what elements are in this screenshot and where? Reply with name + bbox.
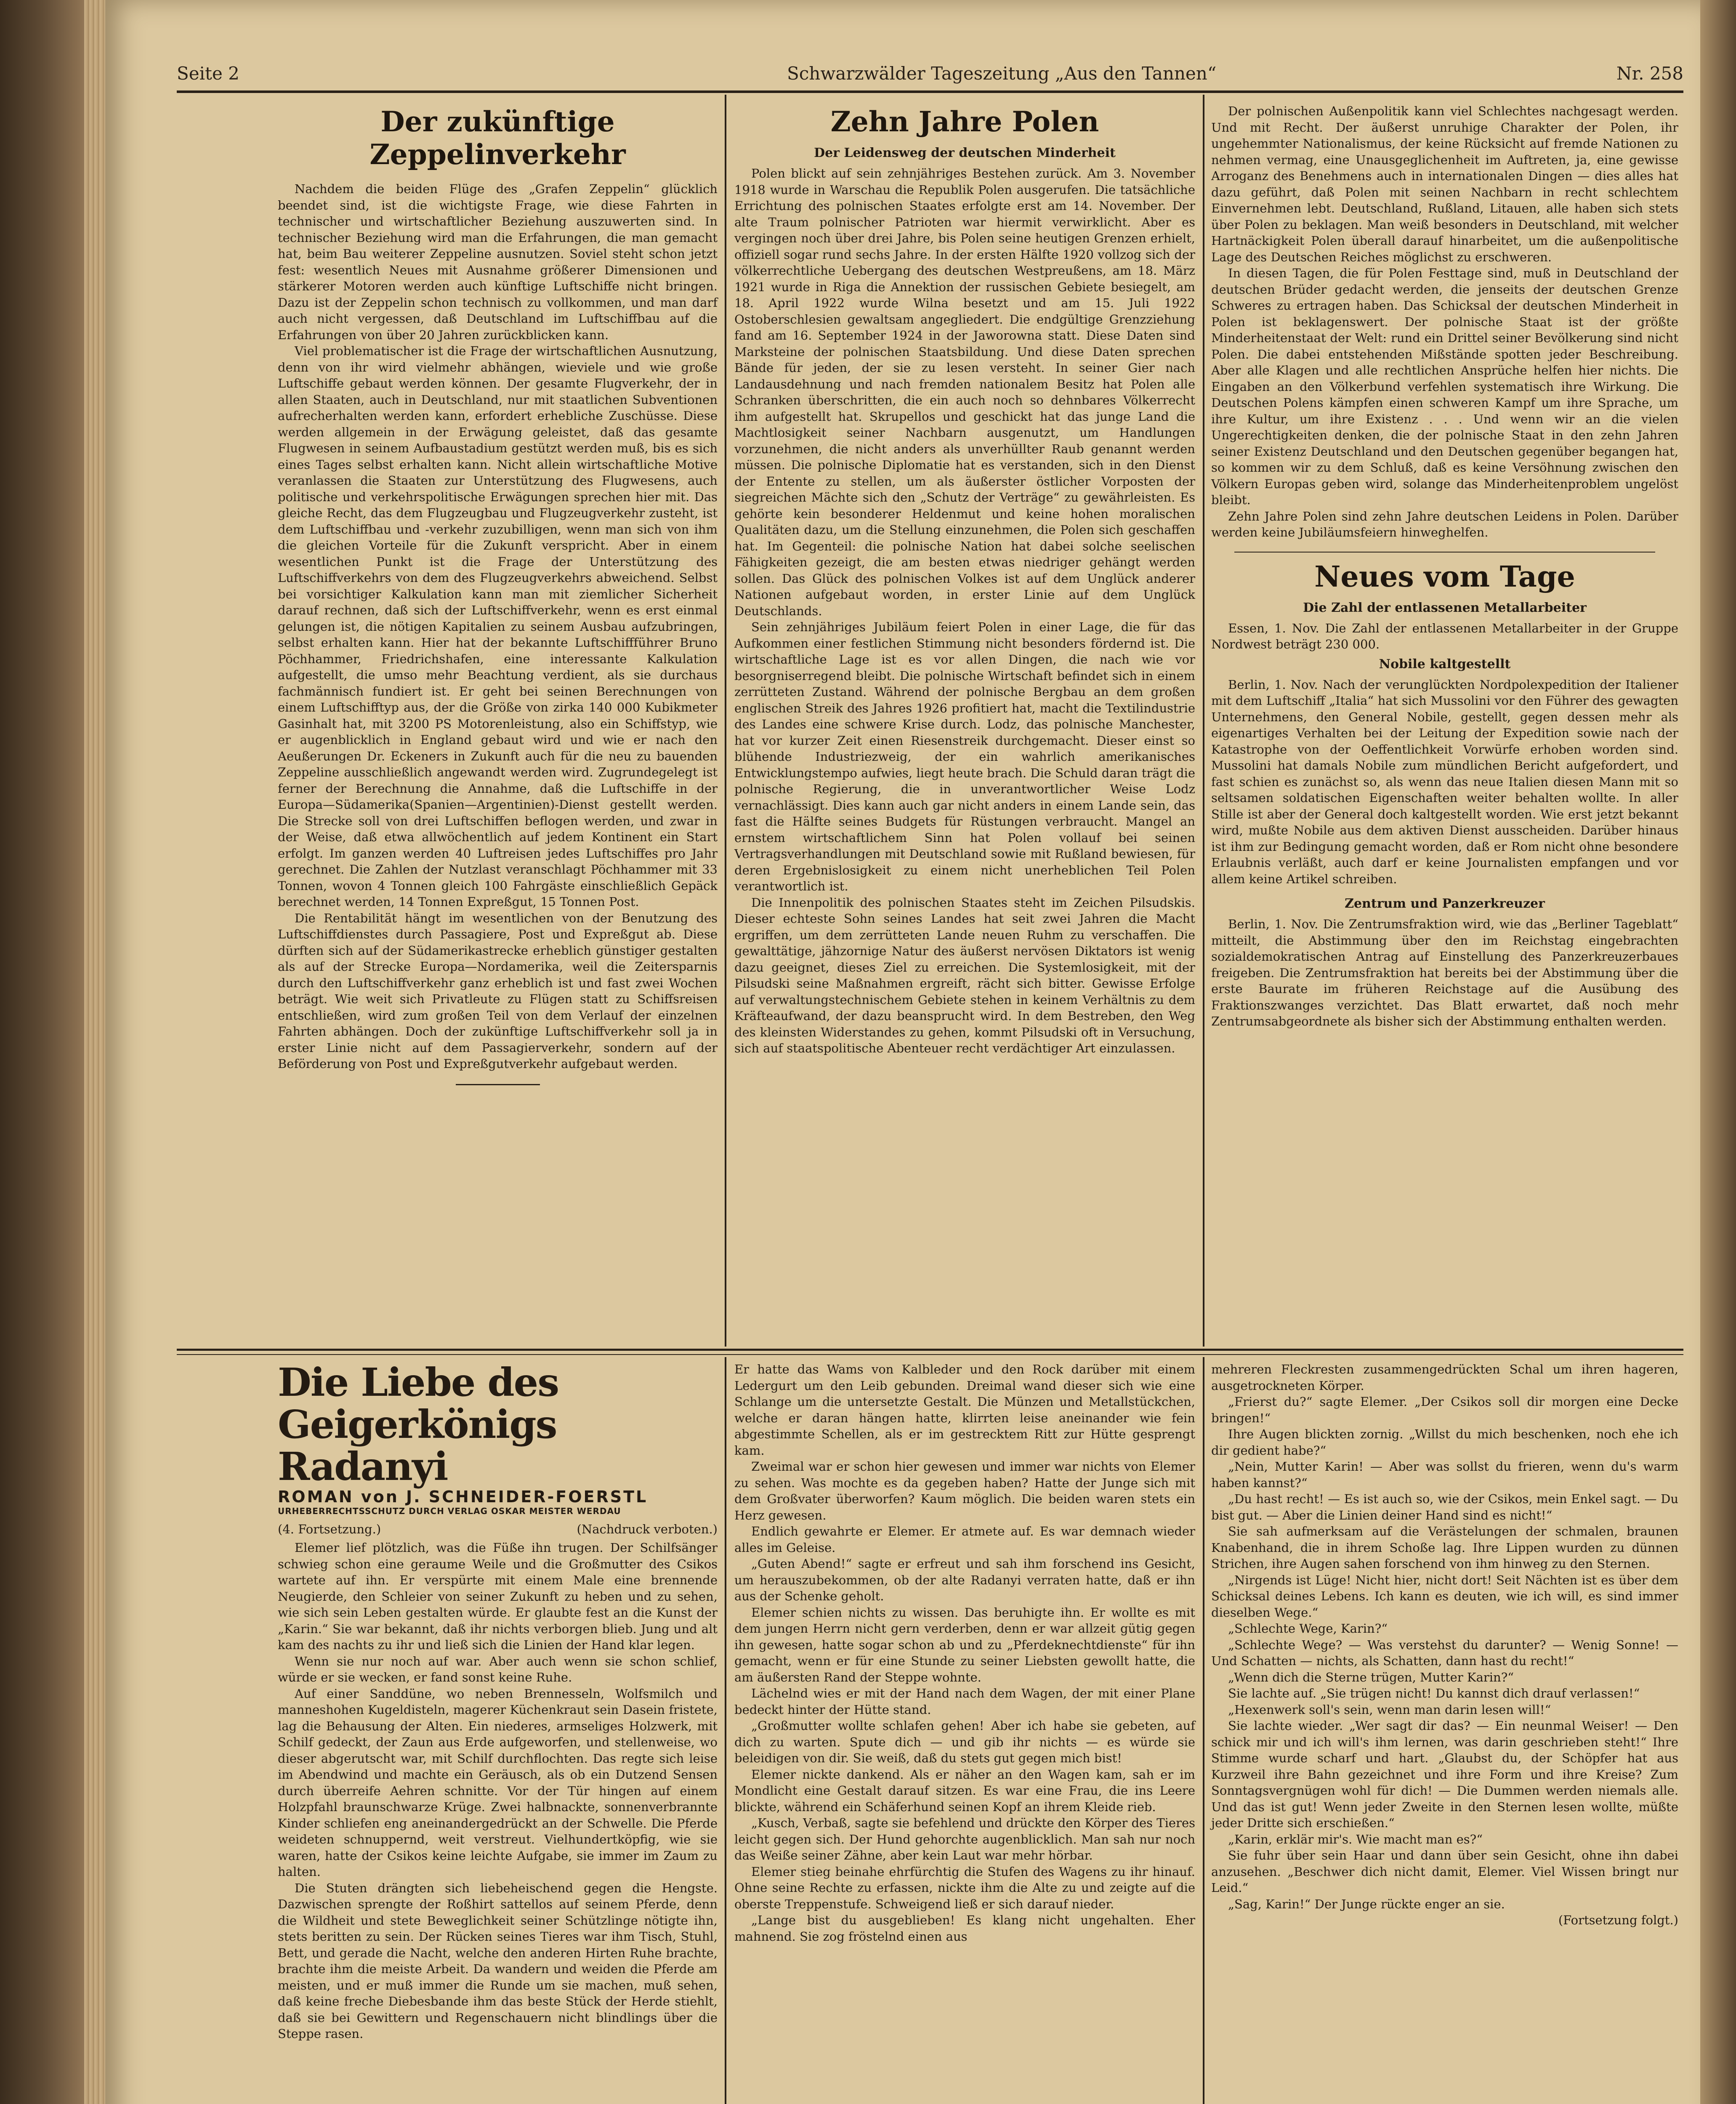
novel-paragraph: „Kusch, Verbaß, sagte sie befehlend und drückte den Körper des Tieres leicht gegen sich. Der Hund gehorchte augenblicklich. Man sah nur noch das Weiße seiner Zähne, aber kein Laut war mehr hörbar. xyxy=(734,1816,1195,1862)
reprint-notice: (Nachdruck verboten.) xyxy=(577,1522,718,1536)
article-paragraph: Polen blickt auf sein zehnjähriges Bestehen zurück. Am 3. November 1918 wurde in Warschau die Republik Polen ausgerufen. Die tatsächliche Errichtung des polnischen Staates erfolgte erst am 14. November. Der alte Traum polnischer Patrioten war hiermit verwirklicht. Aber es vergingen noch über drei Jahre, bis Polen seine heutigen Grenzen erhielt, offiziell sogar rund sechs Jahre. In der ersten Hälfte 1920 vollzog sich der völkerrechtliche Uebergang des deutschen Westpreußens, am 18. März 1921 wurde in Riga die Annektion der russischen Gebiete besiegelt, am 18. April 1922 wurde Wilna besetzt und am 15. Juli 1922 Ostoberschlesien gewaltsam angegliedert. Die endgültige Grenzziehung fand am 16. September 1924 in der Jaworowna statt. Diese Daten sind Marksteine der polnischen Staatsbildung. Und diese Daten sprechen Bände für jeden, der sie zu lesen versteht. In seiner Gier nach Landausdehnung und nach fremden nationalem Besitz hat Polen alle Schranken überschritten, die ein auch noch so dehnbares Völkerrecht ihm aufgestellt hat. Skrupellos und geschickt hat das junge Land die Machtlosigkeit seiner Nachbarn ausgenutzt, um Handlungen vorzunehmen, die nicht anders als unverhüllter Raub genannt werden müssen. Die polnische Diplomatie hat es verstanden, sich in den Dienst der Entente zu stellen, um als äußerster östlicher Vorposten der siegreichen Mächte sich den „Schutz der Verträge“ zu gewährleisten. Es gehörte kein besonderer Heldenmut und keine hohen moralischen Qualitäten dazu, um die Stellung einzunehmen, die Polen sich geschaffen hat. Im Gegenteil: die polnische Nation hat dabei solche seelischen Fähigkeiten gezeigt, die am besten etwas niedriger gehängt werden sollen. Das Glück des polnischen Volkes ist auf dem Unglück anderer Nationen aufgebaut worden, in erster Linie auf dem Unglück Deutschlands. xyxy=(734,166,1195,618)
novel-title: Die Liebe des Geigerkönigs Radanyi xyxy=(278,1360,559,1489)
novel-paragraph: „Frierst du?“ sagte Elemer. „Der Csikos soll dir morgen eine Decke bringen!“ xyxy=(1211,1395,1678,1425)
article-zeppelin xyxy=(278,105,718,1097)
installment-number: (4. Fortsetzung.) xyxy=(278,1522,381,1536)
novel-author: ROMAN von J. SCHNEIDER-FOERSTL xyxy=(278,1488,648,1506)
novel-paragraph: mehreren Fleckresten zusammengedrückten Schal um ihren hageren, ausgetrockneten Körper. xyxy=(1211,1362,1678,1393)
section-divider-thin xyxy=(177,1354,1683,1355)
news-headline: Nobile kaltgestellt xyxy=(1379,656,1511,672)
novel-column-3 xyxy=(1211,1361,1678,1929)
column-rule xyxy=(725,95,726,1347)
page-header xyxy=(177,63,1683,101)
novel-paragraph: Lächelnd wies er mit der Hand nach dem Wagen, der mit einer Plane bedeckt hinter der Hütte stand. xyxy=(734,1686,1195,1717)
article-subtitle: Der Leidensweg der deutschen Minderheit xyxy=(814,146,1116,160)
article-paragraph: Die Innenpolitik des polnischen Staates steht im Zeichen Pilsudskis. Dieser echteste Sohn seines Landes hat seit zwei Jahren die Macht ergriffen, um dem zerrütteten Lande neuen Ruhm zu verschaffen. Die gewalttätige, jähzornige Natur des äußerst nervösen Diktators ist wenig dazu geeignet, dieses Ziel zu erreichen. Die Systemlosigkeit, mit der Pilsudski seine Maßnahmen ergreift, rächt sich bitter. Gewisse Erfolge auf verwaltungstechnischem Gebiete stehen in keinem Verhältnis zu dem Kräfteaufwand, der dazu beansprucht wird. In dem Bestreben, den Weg des kleinsten Widerstandes zu gehen, kommt Pilsudski oft in Versuchung, sich auf staatspolitische Abenteuer recht verdächtiger Art einzulassen. xyxy=(734,895,1195,1055)
article-paragraph: Sein zehnjähriges Jubiläum feiert Polen in einer Lage, die für das Aufkommen einer festlichen Stimmung nicht besonders fördernd ist. Die wirtschaftliche Lage ist es vor allen Dingen, die nach wie vor besorgniserregend bleibt. Die polnische Wirtschaft befindet sich in einem zerrütteten Zustand. Während der polnische Bergbau an dem großen englischen Streik des Jahres 1926 profitiert hat, macht die Textilindustrie des Landes eine schwere Krise durch. Lodz, das polnische Manchester, hat vor kurzer Zeit einen Riesenstreik durchgemacht. Dieser einst so blühende Industriezweig, der ein wahrlich amerikanisches Entwicklungstempo aufwies, liegt heute brach. Die Schuld daran trägt die polnische Regierung, die in unverantwortlicher Weise Lodz vernachlässigt. Dies kann auch gar nicht anders in einem Lande sein, das fast die Hälfte seines Budgets für Rüstungen verbraucht. Mangel an ernstem wirtschaftlichem Sinn hat Polen vollauf bei seinen Vertragsverhandlungen mit Deutschland sowie mit Rußland bewiesen, für deren Ergebnislosigkeit zu einem nicht unerheblichen Teil Polen verantwortlich ist. xyxy=(734,620,1195,893)
novel-paragraph: Endlich gewahrte er Elemer. Er atmete auf. Es war demnach wieder alles im Geleise. xyxy=(734,1524,1195,1555)
novel-paragraph: „Großmutter wollte schlafen gehen! Aber ich habe sie gebeten, auf dich zu warten. Spute dich — und gib ihr nichts — es würde sie beleidigen von dir. Sie weiß, daß du stets gut gegen mich bist! xyxy=(734,1719,1195,1765)
article-polen-continued xyxy=(1211,103,1678,1030)
article-title: Zehn Jahre Polen xyxy=(830,105,1099,138)
novel-paragraph: Elemer nickte dankend. Als er näher an den Wagen kam, sah er im Mondlicht eine Gestalt darauf sitzen. Es war eine Frau, die ins Leere blickte, während ein Schäferhund seinen Kopf an ihrem Kleide rieb. xyxy=(734,1767,1195,1814)
article-paragraph: In diesen Tagen, die für Polen Festtage sind, muß in Deutschland der deutschen Brüder gedacht werden, die jenseits der deutschen Grenze Schweres zu ertragen haben. Das Schicksal der deutschen Minderheit in Polen ist beklagenswert. Der polnische Staat ist der größte Minderheitenstaat der Welt: rund ein Drittel seiner Bevölkerung sind nicht Polen. Die dabei entstehenden Mißstände spotten jeder Beschreibung. Aber alle Klagen und alle rechtlichen Ansprüche helfen hier nichts. Die Eingaben an den Völkerbund verfehlen systematisch ihre Wirkung. Die Deutschen Polens kämpfen einen schweren Kampf um ihre Sprache, um ihre Kultur, um ihre Existenz . . . Und wenn wir an die vielen Ungerechtigkeiten denken, die der polnische Staat in den zehn Jahren seiner Existenz Deutschland und den Deutschen gegenüber begangen hat, so kommen wir zu dem Schluß, daß es keine Versöhnung zwischen den Völkern Europas geben wird, solange das Minderheitenproblem ungelöst bleibt. xyxy=(1211,266,1678,507)
novel-column-2 xyxy=(734,1361,1195,1945)
issue-number: Nr. 258 xyxy=(1616,63,1683,84)
section-divider xyxy=(177,1349,1683,1351)
novel-paragraph: „Nein, Mutter Karin! — Aber was sollst du frieren, wenn du's warm haben kannst?“ xyxy=(1211,1459,1678,1490)
novel-paragraph: Die Stuten drängten sich liebeheischend gegen die Hengste. Dazwischen sprengte der Roßhirt sattellos auf seinem Pferde, denn die Wildheit und stete Beweglichkeit seiner Schützlinge nötigte ihn, stets beritten zu sein. Der Rücken seines Tieres war ihm Tisch, Stuhl, Bett, und gerade die Nacht, welche den anderen Hirten Ruhe brachte, brachte ihm die meiste Arbeit. Da wandern und weiden die Pferde am meisten, und er muß immer die Runde um sie machen, muß sehen, daß keine freche Diebesbande ihm das beste Stück der Herde stiehlt, daß sie bei Gewittern und Regenschauern nicht blindlings über die Steppe rasen. xyxy=(278,1881,718,2041)
novel-paragraph: Sie fuhr über sein Haar und dann über sein Gesicht, ohne ihn dabei anzusehen. „Beschwer dich nicht damit, Elemer. Viel Wissen bringt nur Leid.“ xyxy=(1211,1848,1678,1895)
novel-column-1 xyxy=(278,1361,718,2042)
novel-paragraph: „Hexenwerk soll's sein, wenn man darin lesen will!“ xyxy=(1228,1702,1551,1717)
section-rule xyxy=(1234,552,1655,553)
article-paragraph: Zehn Jahre Polen sind zehn Jahre deutschen Leidens in Polen. Darüber werden keine Jubiläumsfeiern hinweghelfen. xyxy=(1211,509,1678,539)
novel-paragraph: „Du hast recht! — Es ist auch so, wie der Csikos, mein Enkel sagt. — Du bist gut. — Aber die Linien deiner Hand sind es nicht!“ xyxy=(1211,1492,1678,1522)
novel-masthead xyxy=(278,1361,718,1516)
news-section xyxy=(1211,560,1678,1030)
novel-paragraph: Sie lachte wieder. „Wer sagt dir das? — Ein neunmal Weiser! — Den schick mir und ich will's ihm lernen, was darin geschrieben steht!“ Ihre Stimme wurde scharf und hart. „Glaubst du, der Schöpfer hat aus Kurzweil ihre Bahn gezeichnet und ihre Form und ihre Kreise? Zum Sonntagsvergnügen wohl für dich! — Die Dummen werden niemals alle. Und das ist gut! Wenn jeder Zweite in den Sternen lesen wollte, müßte jeder Dritte sich erschießen.“ xyxy=(1211,1719,1678,1830)
novel-paragraph: „Wenn dich die Sterne trügen, Mutter Karin?“ xyxy=(1228,1670,1514,1684)
news-paragraph: Berlin, 1. Nov. Nach der verunglückten Nordpolexpedition der Italiener mit dem Luftschiff „Italia“ hat sich Mussolini vor den Führer des gewagten Unternehmens, den General Nobile, gestellt, gegen dessen mehr als eigenartiges Verhalten bei der Leitung der Expedition sowie nach der Katastrophe von der Oeffentlichkeit Vorwürfe erhoben worden sind. Mussolini hat damals Nobile zum mündlichen Bericht aufgefordert, und fast schien es zunächst so, als wenn das neue Italien diesen Mann mit so seltsamen soldatischen Eigenschaften weiter behalten wollte. In aller Stille ist aber der General doch kaltgestellt worden. Wie erst jetzt bekannt wird, mußte Nobile aus dem aktiven Dienst ausscheiden. Darüber hinaus ist ihm zur Bedingung gemacht worden, daß er Rom nicht ohne besondere Erlaubnis verläßt, auch darf er keine Journalisten empfangen und vor allem keine Artikel schreiben. xyxy=(1211,677,1678,886)
novel-paragraph: Ihre Augen blickten zornig. „Willst du mich beschenken, noch ehe ich dir gedient habe?“ xyxy=(1211,1427,1678,1458)
novel-paragraph: Zweimal war er schon hier gewesen und immer war nichts von Elemer zu sehen. Was mochte es da gegeben haben? Hatte der Junge sich mit dem Großvater überworfen? Kaum möglich. Die beiden waren stets ein Herz gewesen. xyxy=(734,1459,1195,1522)
novel-paragraph: „Schlechte Wege? — Was verstehst du darunter? — Wenig Sonne! — Und Schatten — nichts, als Schatten, dann hast du recht!“ xyxy=(1211,1637,1678,1668)
page-shadow-right xyxy=(1700,0,1736,2104)
column-rule xyxy=(1203,1357,1204,2104)
novel-paragraph: „Schlechte Wege, Karin?“ xyxy=(1228,1621,1388,1636)
page-number: Seite 2 xyxy=(177,63,239,84)
news-headline: Die Zahl der entlassenen Metallarbeiter xyxy=(1303,600,1587,615)
novel-paragraph: „Guten Abend!“ sagte er erfreut und sah ihm forschend ins Gesicht, um herauszubekommen, ob der alte Radanyi verraten hatte, daß er ihn aus der Schenke geholt. xyxy=(734,1557,1195,1603)
newspaper-name: Schwarzwälder Tageszeitung „Aus den Tannen“ xyxy=(787,63,1217,84)
novel-paragraph: Er hatte das Wams von Kalbleder und den Rock darüber mit einem Ledergurt um den Leib gebunden. Dreimal wand dieser sich wie eine Schlange um die untersetzte Gestalt. Die Münzen und Metallstückchen, welche er daran hängen hatte, klirrten leise aneinander wie fein abgestimmte Schellen, als er im gestrecktem Ritt zur Hütte gesprengt kam. xyxy=(734,1362,1195,1458)
novel-paragraph: Sie lachte auf. „Sie trügen nicht! Du kannst dich drauf verlassen!“ xyxy=(1228,1686,1640,1700)
column-rule xyxy=(1203,95,1204,1347)
article-end-rule xyxy=(456,1084,540,1085)
novel-paragraph: „Karin, erklär mir's. Wie macht man es?“ xyxy=(1228,1832,1483,1846)
article-polen xyxy=(734,105,1195,1057)
novel-paragraph: „Sag, Karin!“ Der Junge rückte enger an sie. xyxy=(1228,1897,1505,1911)
novel-paragraph: „Nirgends ist Lüge! Nicht hier, nicht dort! Seit Nächten ist es über dem Schicksal deines Lebens. Ich kann es deuten, wie ich will, es sind immer dieselben Wege.“ xyxy=(1211,1573,1678,1620)
article-paragraph: Der polnischen Außenpolitik kann viel Schlechtes nachgesagt werden. Und mit Recht. Der äußerst unruhige Charakter der Polen, ihr ungehemmter Nationalismus, der keine Rücksicht auf fremde Nationen zu nehmen vermag, eine Unausgeglichenheit im Auftreten, ja, eine gewisse Arroganz des Benehmens auch in internationalen Dingen — dies alles hat dazu geführt, daß Polen mit seinen Nachbarn in recht schlechtem Einvernehmen lebt. Deutschland, Rußland, Litauen, alle haben sich stets über Polen zu beklagen. Man weiß besonders in Deutschland, mit welcher Hartnäckigkeit Polen überall darauf hinarbeitet, um die außenpolitische Lage des Deutschen Reiches möglichst zu erschweren. xyxy=(1211,104,1678,264)
novel-paragraph: Elemer stieg beinahe ehrfürchtig die Stufen des Wagens zu ihr hinauf. Ohne seine Rechte zu erfassen, nickte ihm die Alte zu und zeigte auf die oberste Treppenstufe. Schweigend ließ er sich darauf nieder. xyxy=(734,1864,1195,1911)
news-paragraph: Essen, 1. Nov. Die Zahl der entlassenen Metallarbeiter in der Gruppe Nordwest beträgt 230 000. xyxy=(1211,621,1678,651)
article-title: Der zukünftige Zeppelinverkehr xyxy=(370,105,626,171)
novel-paragraph: „Lange bist du ausgeblieben! Es klang nicht ungehalten. Eher mahnend. Sie zog fröstelnd einen aus xyxy=(734,1913,1195,1944)
novel-paragraph: Sie sah aufmerksam auf die Verästelungen der schmalen, braunen Knabenhand, die in ihrem Schoße lag. Ihre Lippen wurden zu dünnen Strichen, ihre Augen sahen forschend von ihm hinweg zu den Sternen. xyxy=(1211,1524,1678,1571)
article-paragraph: Nachdem die beiden Flüge des „Grafen Zeppelin“ glücklich beendet sind, ist die wichtigste Frage, wie diese Fahrten in technischer und wirtschaftlicher Beziehung auszuwerten sind. In technischer Beziehung wird man die Erfahrungen, die man gemacht hat, beim Bau weiterer Zeppeline ausnutzen. Soviel steht schon jetzt fest: wesentlich Neues mit Ausnahme größerer Dimensionen und stärkerer Motoren werden auch künftige Luftschiffe nicht bringen. Dazu ist der Zeppelin schon technisch zu vollkommen, und man darf auch nicht vergessen, daß Deutschland im Luftschiffbau auf die Erfahrungen von über 20 Jahren zurückblicken kann. xyxy=(278,182,718,342)
novel-rights: URHEBERRECHTSSCHUTZ DURCH VERLAG OSKAR MEISTER WERDAU xyxy=(278,1506,621,1516)
article-paragraph: Die Rentabilität hängt im wesentlichen von der Benutzung des Luftschiffdienstes durch Passagiere, Post und Expreßgut ab. Diese dürften sich auf der Südamerikastrecke erheblich günstiger gestalten als auf der Strecke Europa—Nordamerika, weil die Zeitersparnis durch den Luftschiffverkehr ganz erheblich ist und fast zwei Wochen beträgt. Wie weit sich Privatleute zu Flügen statt zu Schiffsreisen entschließen, wird zum großen Teil von dem Verlauf der einzelnen Fahrten abhängen. Doch der zukünftige Luftschiffverkehr soll ja in erster Linie nicht auf dem Passagierverkehr, sondern auf der Beförderung von Post und Expreßgutverkehr aufgebaut werden. xyxy=(278,911,718,1071)
continued-note: (Fortsetzung folgt.) xyxy=(1558,1913,1678,1927)
novel-paragraph: Auf einer Sanddüne, wo neben Brennesseln, Wolfsmilch und manneshohen Kugeldisteln, magerer Küchenkraut sein Dasein fristete, lag die Behausung der Alten. Ein niederes, armseliges Holzwerk, mit Schilf gedeckt, der Zaun aus Erde aufgeworfen, und stellenweise, wo dieser abgerutscht war, mit Schilf durchflochten. Das regte sich leise im Abendwind und machte ein Geräusch, als ob ein Dutzend Sensen durch überreife Aehren schnitte. Vor der Tür hingen auf einem Holzpfahl braunschwarze Krüge. Zwei halbnackte, sonnenverbrannte Kinder schliefen eng aneinandergedrückt an der Schwelle. Die Pferde weideten schnuppernd, weit verstreut. Vielhundertköpfig, wie sie waren, hatte der Csikos keine leichte Aufgabe, sie immer im Zaum zu halten. xyxy=(278,1686,718,1879)
news-paragraph: Berlin, 1. Nov. Die Zentrumsfraktion wird, wie das „Berliner Tageblatt“ mitteilt, die Abstimmung über den im Reichstag eingebrachten sozialdemokratischen Antrag auf Einstellung des Panzerkreuzerbaues freigeben. Die Zentrumsfraktion hat bereits bei der Abstimmung über die erste Baurate im früheren Reichstage auf die Ausübung des Fraktionszwanges verzichtet. Das Blatt erwartet, daß noch mehr Zentrumsabgeordnete als bisher sich der Abstimmung enthalten werden. xyxy=(1211,917,1678,1028)
column-rule xyxy=(725,1357,726,2104)
news-headline: Zentrum und Panzerkreuzer xyxy=(1345,896,1545,911)
novel-paragraph: Elemer lief plötzlich, was die Füße ihn trugen. Der Schilfsänger schwieg schon eine geraume Weile und die Großmutter des Csikos wartete auf ihn. Er verspürte mit einem Male eine brennende Neugierde, den Schleier von seiner Zukunft zu heben und zu sehen, wie sich sein Leben gestalten würde. Er glaubte fest an die Kunst der „Karin.“ Sie war bekannt, daß ihr nichts verborgen blieb. Jung und alt kam des nachts zu ihr und ließ sich die Linien der Hand klar legen. xyxy=(278,1541,718,1652)
novel-paragraph: Elemer schien nichts zu wissen. Das beruhigte ihn. Er wollte es mit dem jungen Herrn nicht gern verderben, denn er war allzeit gütig gegen ihn gewesen, hatte sogar schon ab und zu „Pferdeknechtdienste“ für ihn gemacht, wenn er für eine Stunde zu seiner Liebsten gewollt hatte, die am äußersten Rand der Steppe wohnte. xyxy=(734,1605,1195,1684)
news-title: Neues vom Tage xyxy=(1314,560,1575,594)
header-rule xyxy=(177,90,1683,93)
article-paragraph: Viel problematischer ist die Frage der wirtschaftlichen Ausnutzung, denn von ihr wird vielmehr abhängen, wieviele und wie große Luftschiffe gebaut werden können. Der gesamte Flugverkehr, der in allen Staaten, auch in Deutschland, nur mit staatlichen Subventionen aufrecherhalten werden kann, erfordert erhebliche Zuschüsse. Diese werden allgemein in der Erwägung geleistet, daß das gesamte Flugwesen in seinem Aufbaustadium gestützt werden muß, bis es sich eines Tages selbst erhalten kann. Nicht allein wirtschaftliche Motive veranlassen die Staaten zur Unterstützung des Flugwesens, auch politische und verkehrspolitische Erwägungen sprechen hier mit. Das gleiche Recht, das dem Flugzeugbau und Flugzeugverkehr zusteht, ist dem Luftschiffbau und -verkehr zuzubilligen, wenn man sich von ihm die gleichen Vorteile für die Zukunft verspricht. Aber in einem wesentlichen Punkt ist die Frage der Unterstützung des Luftschiffverkehrs von dem des Flugzeugverkehrs abweichend. Selbst bei vorsichtiger Kalkulation kann man mit ziemlicher Sicherheit darauf rechnen, daß sich der Luftschiffverkehr, wenn es erst einmal gelungen ist, die nötigen Kapitalien zu seinem Ausbau aufzubringen, selbst erhalten kann. Hier hat der bekannte Luftschiffführer Bruno Pöchhammer, Friedrichshafen, eine interessante Kalkulation aufgestellt, die umso mehr Beachtung verdient, als sie durchaus fachmännisch fundiert ist. Er geht bei seinen Berechnungen von einem Luftschifftyp aus, der die Größe von zirka 140 000 Kubikmeter Gasinhalt hat, mit 3200 PS Motorenleistung, also ein Schiffstyp, wie er augenblicklich in England gebaut wird und wie er nach den Aeußerungen Dr. Eckeners in Zukunft auch für die neu zu bauenden Zeppeline ausschließlich angewandt werden wird. Zugrundegelegt ist ferner der Berechnung die Annahme, daß die Luftschiffe in der Europa—Südamerika(Spanien—Argentinien)-Dienst gestellt werden. Die Strecke soll von drei Luftschiffen beflogen werden, und zwar in der Weise, daß etwa allwöchentlich auf jedem Kontinent ein Start erfolgt. Im ganzen werden 40 Luftreisen jedes Luftschiffes pro Jahr gerechnet. Die Zahlen der Nutzlast veranschlagt Pöchhammer mit 33 Tonnen, wovon 4 Tonnen gleich 100 Fahrgäste einschließlich Gepäck berechnet werden, 14 Tonnen Expreßgut, 15 Tonnen Post. xyxy=(278,344,718,909)
novel-paragraph: Wenn sie nur noch auf war. Aber auch wenn sie schon schlief, würde er sie wecken, er fand sonst keine Ruhe. xyxy=(278,1654,718,1684)
